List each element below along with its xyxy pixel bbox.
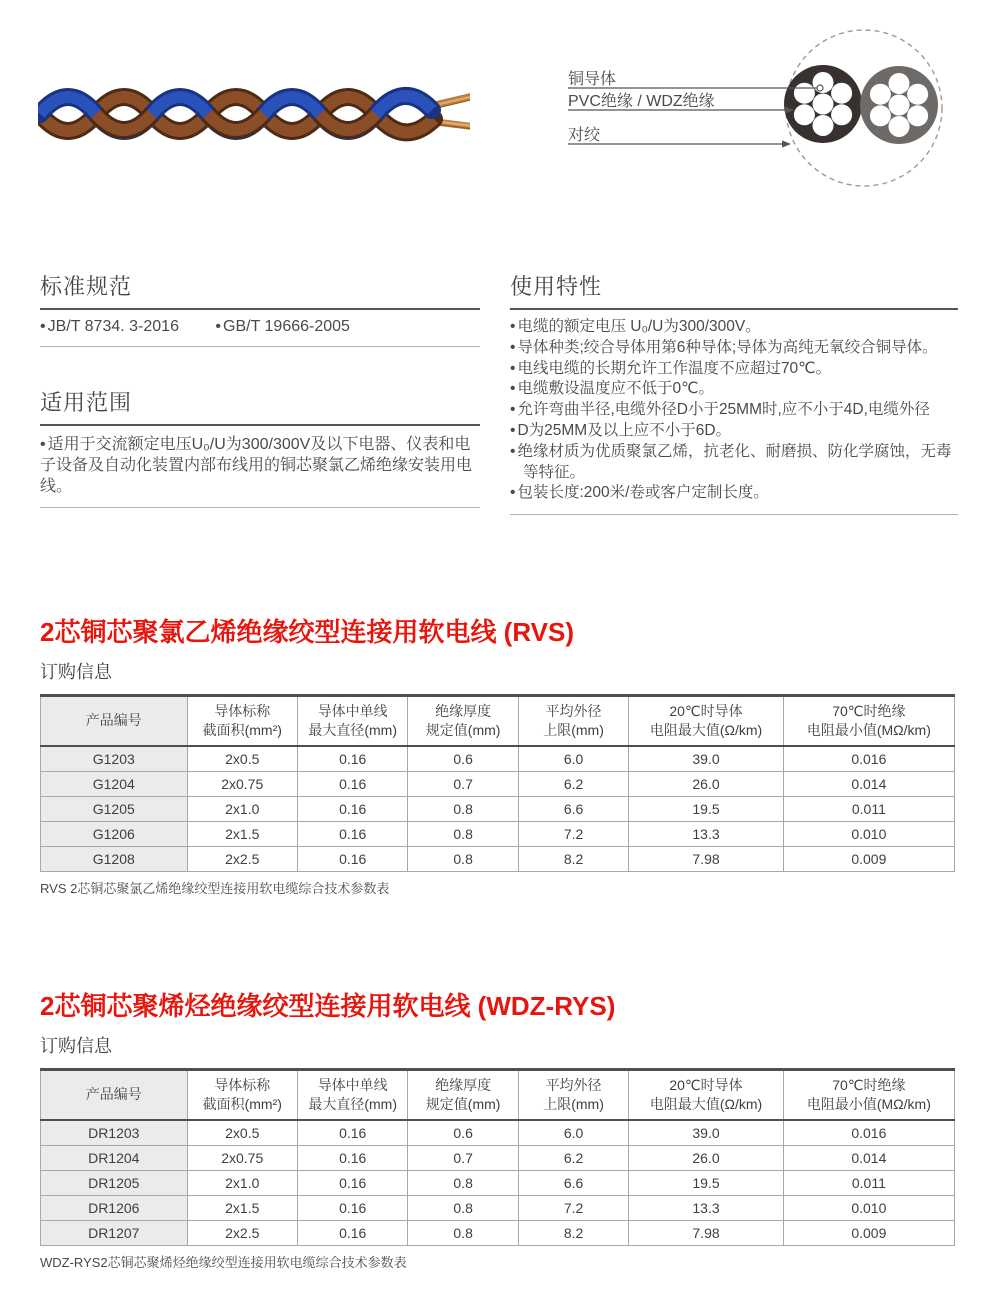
- value-cell: 0.8: [408, 821, 518, 846]
- label-copper-conductor: 铜导体: [568, 71, 617, 88]
- ordering-info-heading: 订购信息: [40, 662, 112, 682]
- value-cell: 0.8: [408, 1195, 518, 1220]
- table-row: [41, 796, 955, 821]
- value-cell: 0.010: [783, 1195, 954, 1220]
- table-row: [41, 1195, 955, 1220]
- value-cell: 19.5: [629, 1170, 783, 1195]
- value-cell: 6.6: [518, 1170, 628, 1195]
- value-cell: 2x2.5: [187, 1220, 297, 1245]
- column-header: 平均外径 上限(mm): [518, 1070, 628, 1120]
- value-cell: 2x0.5: [187, 746, 297, 772]
- standard-item: • GB/T 19666-2005: [215, 318, 350, 336]
- value-cell: 19.5: [629, 796, 783, 821]
- value-cell: 8.2: [518, 846, 628, 871]
- value-cell: 0.014: [783, 1145, 954, 1170]
- product-code-cell: G1204: [41, 771, 188, 796]
- characteristic-item: • 允许弯曲半径,电缆外径D小于25MM时,应不小于4D,电缆外径: [510, 400, 958, 421]
- column-header: 导体中单线 最大直径(mm): [297, 1070, 407, 1120]
- product-code-cell: G1203: [41, 746, 188, 772]
- value-cell: 0.16: [297, 821, 407, 846]
- standards-body: [40, 310, 480, 347]
- value-cell: 0.16: [297, 1170, 407, 1195]
- value-cell: 0.16: [297, 1195, 407, 1220]
- column-header: 绝缘厚度 规定值(mm): [408, 696, 518, 746]
- value-cell: 0.16: [297, 771, 407, 796]
- product-section-wdz-rys: [40, 986, 960, 1271]
- column-header: 平均外径 上限(mm): [518, 696, 628, 746]
- product-code-cell: G1206: [41, 821, 188, 846]
- value-cell: 0.8: [408, 1220, 518, 1245]
- standards-heading: 标准规范: [40, 270, 480, 310]
- scope-heading: 适用范围: [40, 386, 480, 426]
- header-row: [41, 1070, 955, 1120]
- value-cell: 0.8: [408, 846, 518, 871]
- value-cell: 0.009: [783, 846, 954, 871]
- value-cell: 0.8: [408, 1170, 518, 1195]
- product-title-wdz-rys: 2芯铜芯聚烯烃绝缘绞型连接用软电线 (WDZ-RYS): [40, 991, 616, 1021]
- value-cell: 0.16: [297, 846, 407, 871]
- wdz-rys-spec-table: [40, 1068, 955, 1246]
- value-cell: 6.2: [518, 1145, 628, 1170]
- table-row: [41, 771, 955, 796]
- product-title-rvs: 2芯铜芯聚氯乙烯绝缘绞型连接用软电线 (RVS): [40, 617, 574, 647]
- value-cell: 13.3: [629, 1195, 783, 1220]
- value-cell: 2x1.5: [187, 821, 297, 846]
- value-cell: 7.2: [518, 1195, 628, 1220]
- table-row: [41, 1220, 955, 1245]
- value-cell: 39.0: [629, 1120, 783, 1146]
- column-header: 20℃时导体 电阻最大值(Ω/km): [629, 1070, 783, 1120]
- value-cell: 13.3: [629, 821, 783, 846]
- value-cell: 2x0.75: [187, 1145, 297, 1170]
- value-cell: 6.6: [518, 796, 628, 821]
- value-cell: 2x0.5: [187, 1120, 297, 1146]
- scope-section: [40, 386, 480, 508]
- value-cell: 7.2: [518, 821, 628, 846]
- characteristic-item: • 包装长度:200米/卷或客户定制长度。: [510, 483, 958, 504]
- characteristic-item: • 电线电缆的长期允许工作温度不应超过70℃。: [510, 359, 958, 380]
- value-cell: 0.010: [783, 821, 954, 846]
- value-cell: 0.7: [408, 771, 518, 796]
- product-code-cell: DR1205: [41, 1170, 188, 1195]
- value-cell: 0.009: [783, 1220, 954, 1245]
- product-code-cell: DR1203: [41, 1120, 188, 1146]
- value-cell: 0.16: [297, 796, 407, 821]
- value-cell: 0.8: [408, 796, 518, 821]
- rvs-spec-table: [40, 694, 955, 872]
- column-header: 导体标称 截面积(mm²): [187, 1070, 297, 1120]
- product-code-cell: DR1206: [41, 1195, 188, 1220]
- product-code-cell: G1205: [41, 796, 188, 821]
- standard-item: • JB/T 8734. 3-2016: [40, 318, 179, 336]
- column-header: 70℃时绝缘 电阻最小值(MΩ/km): [783, 1070, 954, 1120]
- value-cell: 0.014: [783, 771, 954, 796]
- value-cell: 0.011: [783, 1170, 954, 1195]
- value-cell: 26.0: [629, 1145, 783, 1170]
- characteristic-item: • 绝缘材质为优质聚氯乙烯，抗老化、耐磨损、防化学腐蚀，无毒等特征。: [510, 442, 958, 484]
- cable-cross-section-diagram: [555, 20, 960, 205]
- table-row: [41, 1145, 955, 1170]
- value-cell: 0.6: [408, 1120, 518, 1146]
- product-code-cell: DR1207: [41, 1220, 188, 1245]
- value-cell: 0.016: [783, 746, 954, 772]
- characteristics-heading: 使用特性: [510, 270, 958, 310]
- product-code-cell: DR1204: [41, 1145, 188, 1170]
- characteristics-body: [510, 310, 958, 515]
- value-cell: 2x1.0: [187, 1170, 297, 1195]
- table-row: [41, 1120, 955, 1146]
- value-cell: 6.0: [518, 746, 628, 772]
- value-cell: 7.98: [629, 846, 783, 871]
- value-cell: 0.7: [408, 1145, 518, 1170]
- characteristics-section: [510, 270, 958, 515]
- characteristic-item: • 电缆的额定电压 U₀/U为300/300V。: [510, 317, 958, 338]
- column-header: 导体标称 截面积(mm²): [187, 696, 297, 746]
- table-row: [41, 746, 955, 772]
- value-cell: 26.0: [629, 771, 783, 796]
- value-cell: 0.16: [297, 1220, 407, 1245]
- characteristic-item: • 电缆敷设温度应不低于0℃。: [510, 379, 958, 400]
- column-header: 产品编号: [41, 1070, 188, 1120]
- characteristic-item: • 导体种类;绞合导体用第6种导体;导体为高纯无氧绞合铜导体。: [510, 338, 958, 359]
- product-code-cell: G1208: [41, 846, 188, 871]
- twisted-wire-photo: [38, 66, 470, 162]
- value-cell: 0.6: [408, 746, 518, 772]
- value-cell: 7.98: [629, 1220, 783, 1245]
- column-header: 导体中单线 最大直径(mm): [297, 696, 407, 746]
- scope-body: [40, 426, 480, 508]
- characteristic-item: • D为25MM及以上应不小于6D。: [510, 421, 958, 442]
- standards-section: [40, 270, 480, 347]
- value-cell: 0.16: [297, 1145, 407, 1170]
- product-section-rvs: [40, 612, 960, 897]
- label-twisted-pair: 对绞: [568, 127, 601, 144]
- column-header: 产品编号: [41, 696, 188, 746]
- rvs-table-caption: RVS 2芯铜芯聚氯乙烯绝缘绞型连接用软电缆综合技术参数表: [40, 880, 390, 896]
- value-cell: 2x0.75: [187, 771, 297, 796]
- column-header: 20℃时导体 电阻最大值(Ω/km): [629, 696, 783, 746]
- table-row: [41, 846, 955, 871]
- value-cell: 6.2: [518, 771, 628, 796]
- value-cell: 2x2.5: [187, 846, 297, 871]
- value-cell: 0.011: [783, 796, 954, 821]
- header-row: [41, 696, 955, 746]
- value-cell: 2x1.0: [187, 796, 297, 821]
- wdz-rys-table-caption: WDZ-RYS2芯铜芯聚烯烃绝缘绞型连接用软电缆综合技术参数表: [40, 1254, 407, 1270]
- column-header: 绝缘厚度 规定值(mm): [408, 1070, 518, 1120]
- value-cell: 6.0: [518, 1120, 628, 1146]
- value-cell: 0.16: [297, 1120, 407, 1146]
- value-cell: 8.2: [518, 1220, 628, 1245]
- ordering-info-heading: 订购信息: [40, 1036, 112, 1056]
- value-cell: 0.16: [297, 746, 407, 772]
- table-row: [41, 821, 955, 846]
- scope-item: • 适用于交流额定电压U₀/U为300/300V及以下电器、仪表和电子设备及自动化装置内部布线用的铜芯聚氯乙烯绝缘安装用电线。: [40, 434, 480, 497]
- table-row: [41, 1170, 955, 1195]
- column-header: 70℃时绝缘 电阻最小值(MΩ/km): [783, 696, 954, 746]
- cross-section-graphic: [555, 20, 960, 205]
- value-cell: 39.0: [629, 746, 783, 772]
- label-pvc-wdz-insulation: PVC绝缘 / WDZ绝缘: [568, 93, 715, 110]
- value-cell: 2x1.5: [187, 1195, 297, 1220]
- value-cell: 0.016: [783, 1120, 954, 1146]
